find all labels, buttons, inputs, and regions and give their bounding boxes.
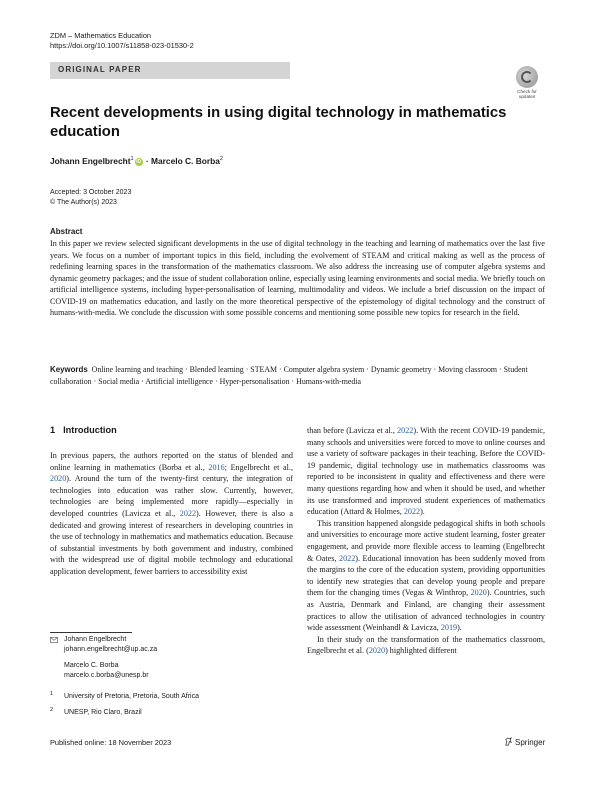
corresponding-author-1 <box>64 635 157 654</box>
contact-email[interactable]: marcelo.c.borba@unesp.br <box>64 671 149 679</box>
affiliation-marker: 2 <box>50 707 54 713</box>
doi-link[interactable]: https://doi.org/10.1007/s11858-023-01530-2 <box>50 41 194 50</box>
article-dates <box>50 188 131 207</box>
body-column-left <box>50 450 293 578</box>
paragraph: This transition happened alongside pedagogical shifts in both schools and universities to encourage more active student learning, foster greater engagement, and provide more flexible access to learning (Engelbrecht & Oates, 2022). Educational innovation has been suddenly moved from the margins to the core of the education system, providing opportunities to identify new strategies that can develop young people and prepare them for the changing times (Vegas & Winthrop, 2020). Countries, such as Austria, Denmark and Finland, are changing their assessment practices to allow the utilisation of advanced technologies in country wide assessment (Weinhandl & Lavicza, 2019). <box>307 518 545 633</box>
running-header <box>50 31 194 51</box>
body-column-right <box>307 425 545 657</box>
citation-link[interactable]: 2016 <box>208 462 225 472</box>
corresponding-author-2 <box>64 661 149 680</box>
abstract-text: In this paper we review selected significant developments in the use of digital technology in the teaching and learning of mathematics over the last five years. We focus on a number of important topics in this field, including the evolvement of STEAM and critical making as well as the process of redefining learning spaces in the transformation of the mathematics classroom. We also address the increasing use of computer algebra systems and dynamic geometry packages; and the issue of student collaboration online, especially using learning environments and social media. We briefly touch on artificial intelligence systems, including hyper-personalisation of learning, multimodality and videos. We include a brief discussion on the impact of COVID-19 on mathematics education, and lastly on the more theoretical perspective of the epistemology of digital technology and the construct of humans-with-media. We conclude the discussion with some possible concerns and mentioning some possible new topics for research in the field. <box>50 239 545 317</box>
citation-link[interactable]: 2020 <box>50 474 67 484</box>
keywords-list: Online learning and teaching · Blended learning · STEAM · Computer algebra system · Dynamic geometry · Moving classroom · Student collaboration · Social media · Artificial intelligence · Hyper-personalisation · Humans-with-media <box>50 365 528 386</box>
copyright-notice: © The Author(s) 2023 <box>50 198 117 206</box>
author-list <box>50 156 223 166</box>
contact-name: Johann Engelbrecht <box>64 636 127 643</box>
published-date: Published online: 18 November 2023 <box>50 738 172 747</box>
citation-link[interactable]: 2022 <box>397 426 414 435</box>
keywords-heading: Keywords <box>50 365 88 374</box>
article-title: Recent developments in using digital technology in mathematics education <box>50 105 507 140</box>
envelope-icon <box>50 637 58 645</box>
check-for-updates-label: Check for updates <box>517 89 537 99</box>
section-title: Introduction <box>63 425 117 435</box>
affiliation: UNESP, Rio Claro, Brazil <box>64 709 142 716</box>
citation-link[interactable]: 2019 <box>440 623 458 633</box>
footnote-divider <box>50 632 132 633</box>
article-type-banner <box>50 62 290 79</box>
orcid-icon[interactable]: iD <box>136 159 142 165</box>
author-name[interactable]: Johann Engelbrecht <box>50 156 131 166</box>
paragraph: than before (Lavicza et al., 2022). With the recent COVID-19 pandemic, many schools and universities were forced to move to online courses and use a variety of software packages in their teaching. Before the COVID-19 pandemic, digital technology use in mathematics classrooms was reported to be inconsistent in quality and effectiveness and there were many questions regarding how and when it should be used, and whether its use transformed and improved student experiences of mathematics education (Attard & Holmes, 2022). <box>307 426 545 517</box>
paragraph: In their study on the transformation of the mathematics classroom, Engelbrecht et al. (2020) highlighted different <box>307 634 545 656</box>
journal-name: ZDM – Mathematics Education <box>50 31 152 40</box>
affiliation: University of Pretoria, Pretoria, South Africa <box>64 693 199 700</box>
article-type-label: ORIGINAL PAPER <box>58 65 142 74</box>
section-number: 1 <box>50 425 56 435</box>
affiliation-marker: 1 <box>50 691 54 697</box>
citation-link[interactable]: 2022 <box>339 553 356 563</box>
publisher-name: Springer <box>515 738 546 747</box>
citation-link[interactable]: 2020 <box>470 588 487 598</box>
contact-email[interactable]: johann.engelbrecht@up.ac.za <box>64 645 158 653</box>
author-separator: · <box>143 156 152 166</box>
springer-horse-icon <box>504 737 513 746</box>
affiliation-marker: 1 <box>130 156 134 163</box>
abstract-heading: Abstract <box>50 227 83 236</box>
author-name[interactable]: Marcelo C. Borba <box>151 156 220 166</box>
check-for-updates-icon <box>516 66 538 88</box>
check-for-updates-badge[interactable] <box>512 66 542 99</box>
affiliation-marker: 2 <box>219 156 223 163</box>
contact-name: Marcelo C. Borba <box>64 662 119 669</box>
citation-link[interactable]: 2022 <box>403 507 421 517</box>
citation-link[interactable]: 2022 <box>179 508 197 518</box>
accepted-date: Accepted: 3 October 2023 <box>50 189 132 196</box>
paragraph: In previous papers, the authors reported on the status of blended and online learning in mathematics (Borba et al., 2016; Engelbrecht et al., 2020). Around the turn of the twenty-first century, the integration of technologies into education was rather slow. Currently, however, technologies are being implemented more rapidly—especially in developed countries (Lavicza et al., 2022). However, there is also a dedicated and growing interest of researchers in developing countries in the use of technology in mathematics and mathematics education. Because of substantial investments by both government and industry, combined with the widespread use of digital mobile technology and educational application development, fewer barriers to accessibility exist <box>50 451 294 576</box>
citation-link[interactable]: 2020 <box>368 646 386 656</box>
section-heading <box>50 425 125 435</box>
publisher-logo <box>504 737 545 747</box>
keywords-block <box>50 364 545 387</box>
